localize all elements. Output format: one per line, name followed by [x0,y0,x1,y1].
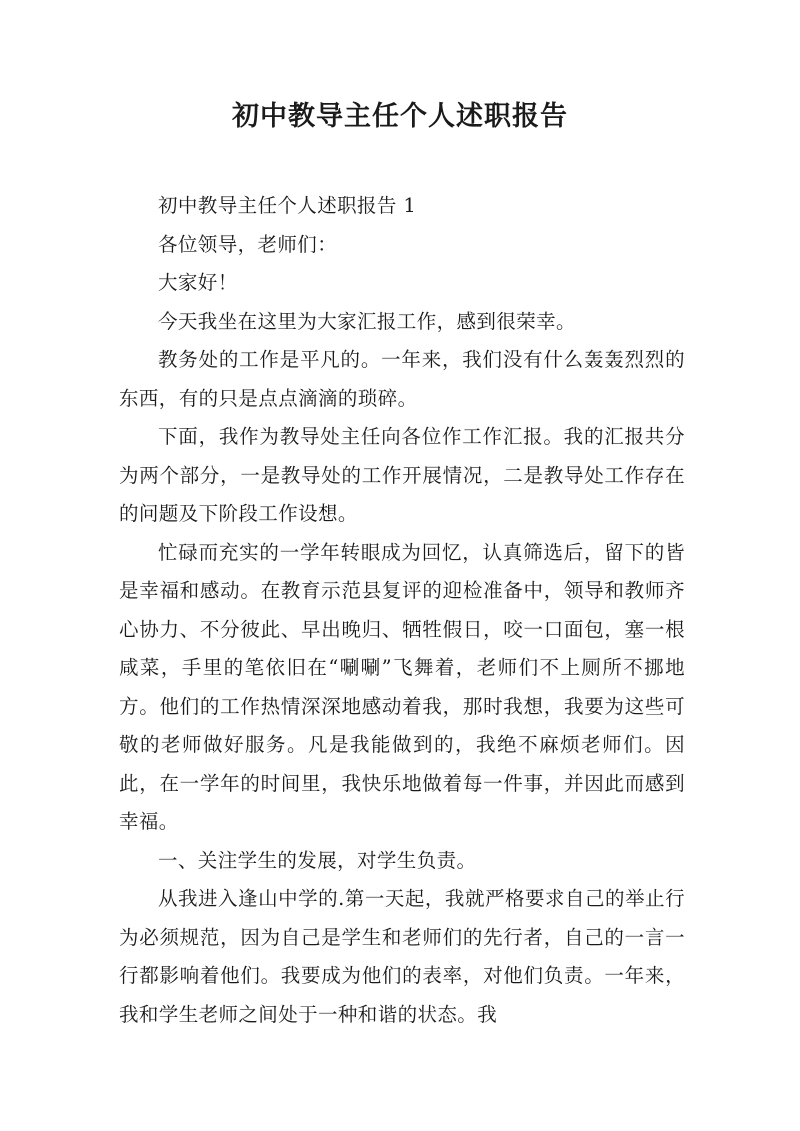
paragraph-student-development: 从我进入逢山中学的.第一天起，我就严格要求自己的举止行为必须规范，因为自己是学生和老师们的先行者，自己的一言一行都影响着他们。我要成为他们的表率，对他们负责。一年来，我和学生老师之间处于一种和谐的状态。我 [119,887,685,1026]
document-body [119,187,685,1034]
paragraph-year-review: 忙碌而充实的一学年转眼成为回忆，认真筛选后，留下的皆是幸福和感动。在教育示范县复评的迎检准备中，领导和教师齐心协力、不分彼此、早出晚归、牺牲假日，咬一口面包，塞一根咸菜，手里的笔依旧在“唰唰”飞舞着，老师们不上厕所不挪地方。他们的工作热情深深地感动着我，那时我想，我要为这些可敬的老师做好服务。凡是我能做到的，我绝不麻烦老师们。因此，在一学年的时间里，我快乐地做着每一件事，并因此而感到幸福。 [119,540,685,833]
document-title: 初中教导主任个人述职报告 [232,101,568,132]
opening-paragraph: 今天我坐在这里为大家汇报工作，感到很荣幸。 [158,309,576,333]
paragraph-academic-affairs: 教务处的工作是平凡的。一年来，我们没有什么轰轰烈烈的东西，有的只是点点滴滴的琐碎。 [119,348,685,410]
section-heading-1: 一、关注学生的发展，对学生负责。 [158,848,477,872]
paragraph-report-outline: 下面，我作为教导处主任向各位作工作汇报。我的汇报共分为两个部分，一是教导处的工作开展情况，二是教导处工作存在的问题及下阶段工作设想。 [119,425,685,525]
salutation: 各位领导，老师们： [158,232,338,256]
report-heading: 初中教导主任个人述职报告 1 [158,194,417,217]
greeting: 大家好！ [158,271,238,294]
